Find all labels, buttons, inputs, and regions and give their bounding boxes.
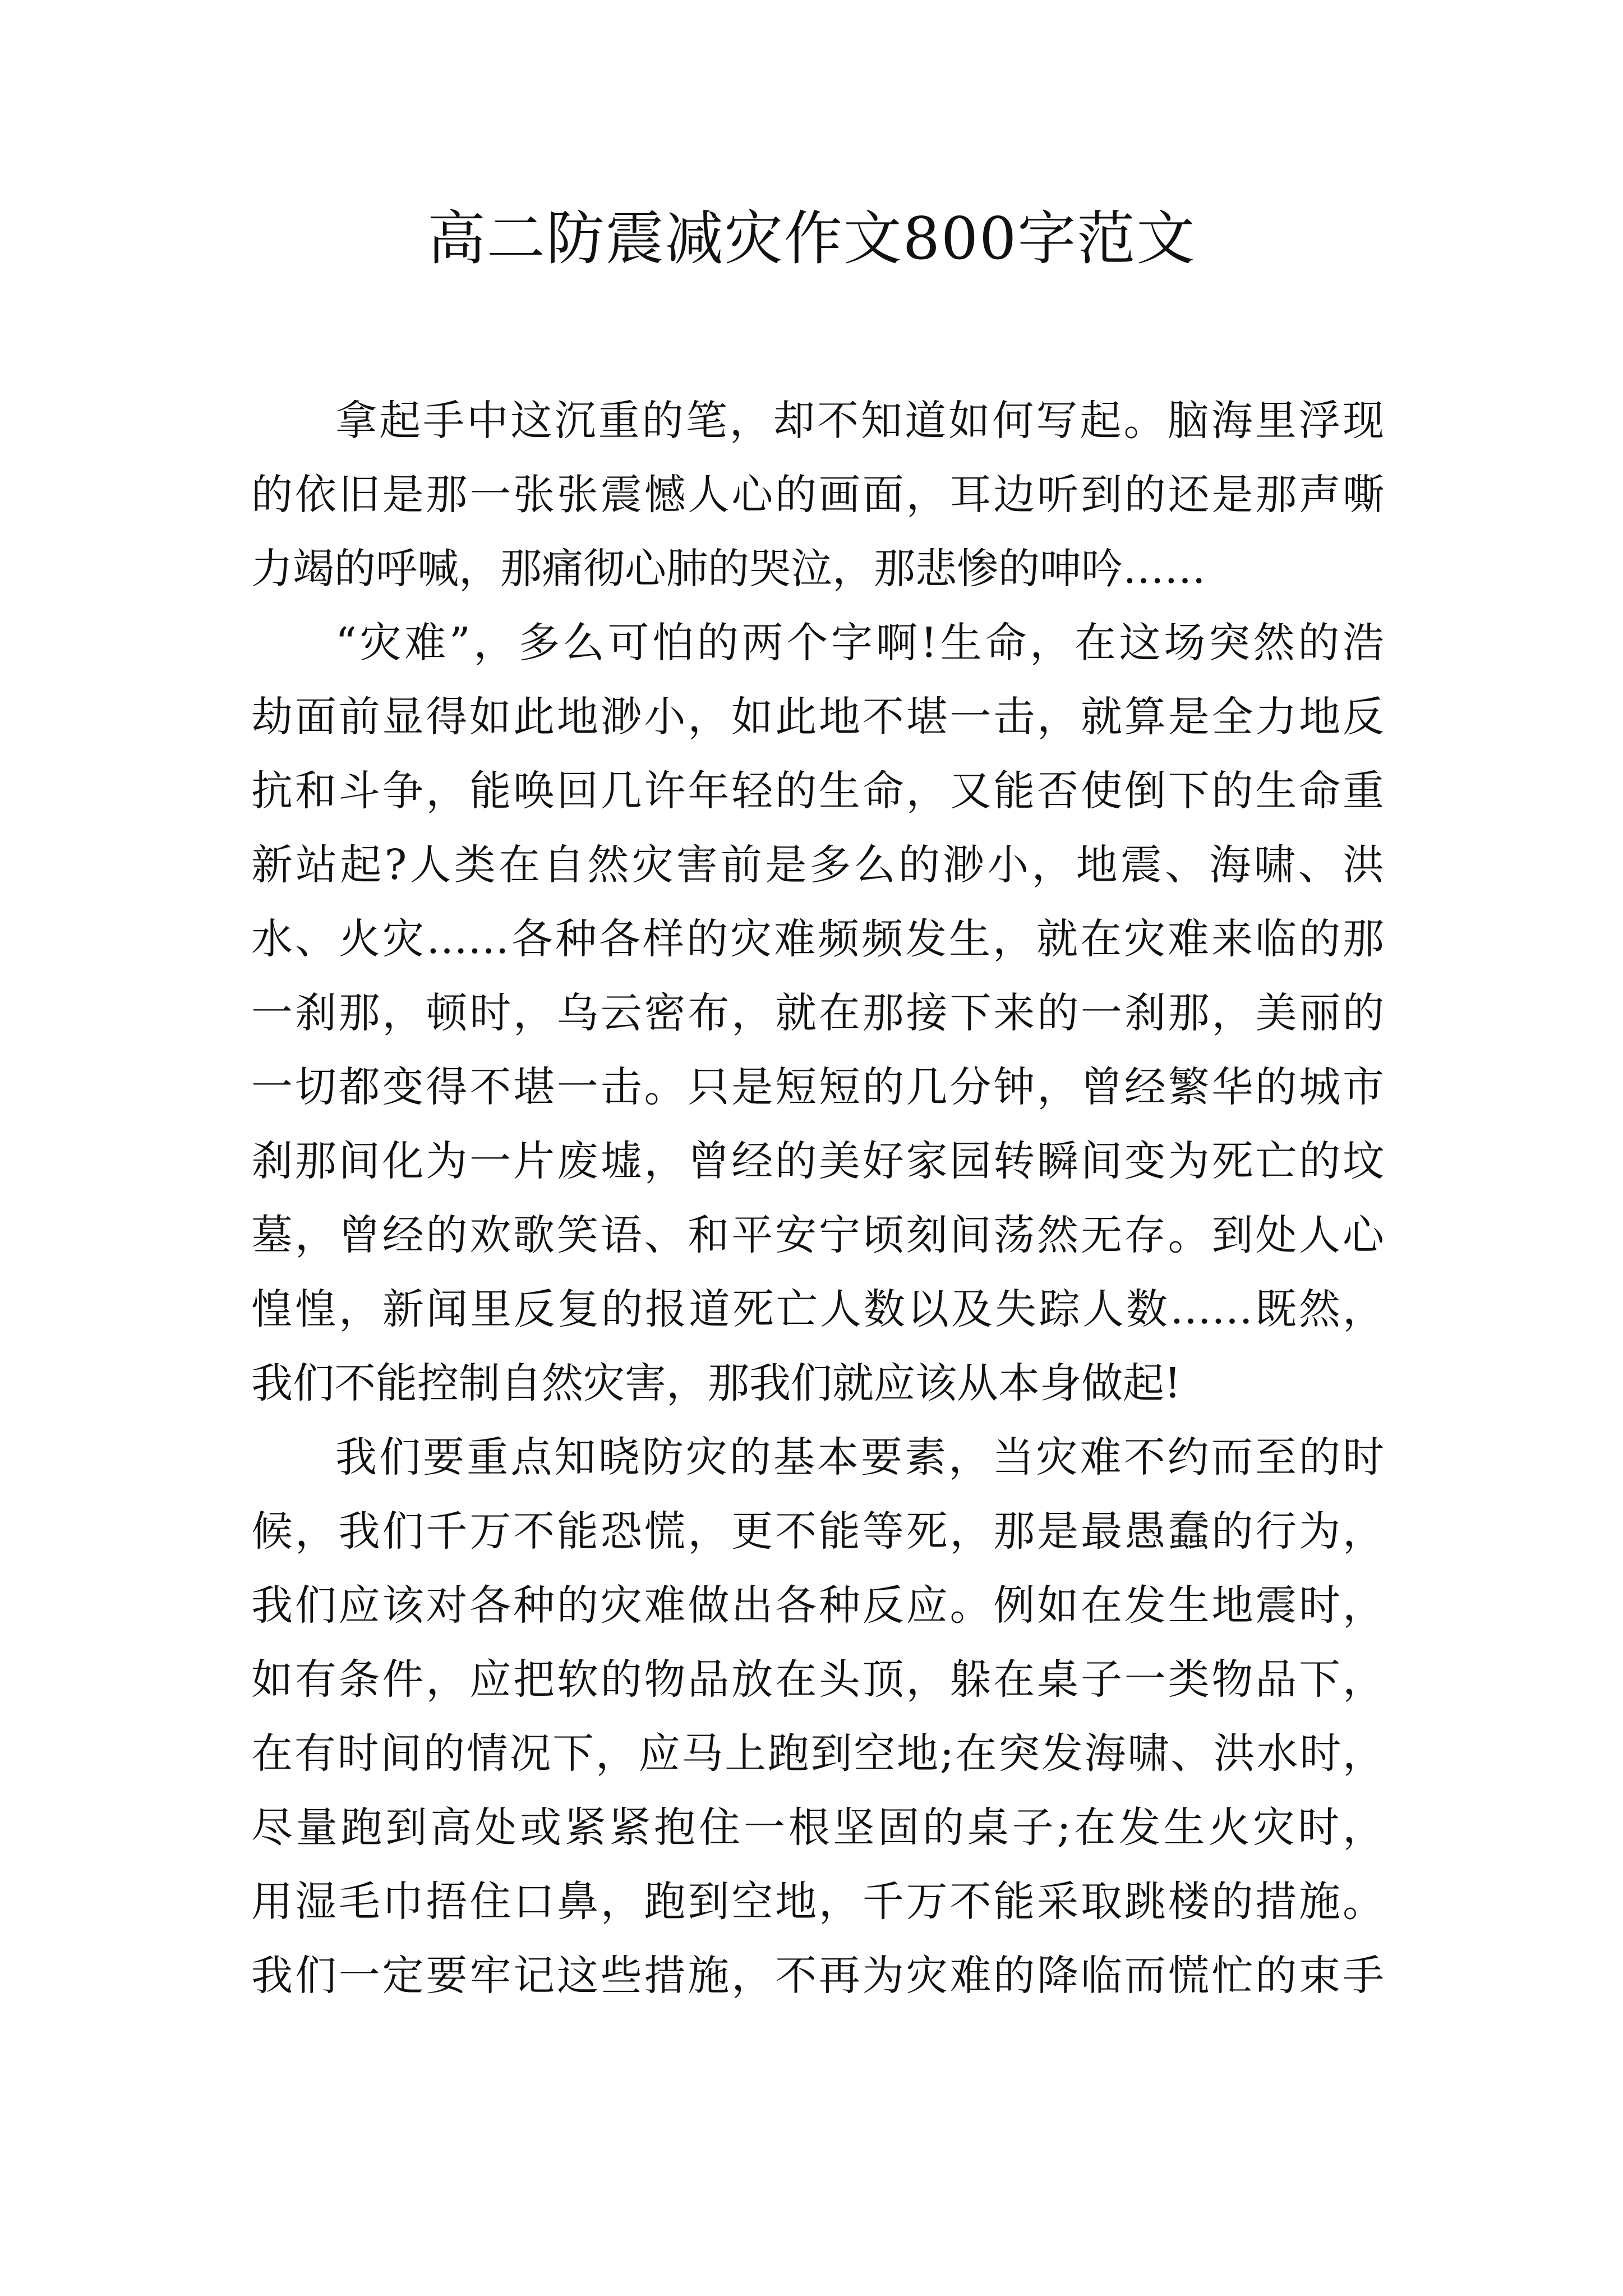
- text-line: 刹那间化为一片废墟，曾经的美好家园转瞬间变为死亡的坟: [251, 1137, 1384, 1185]
- text-line: 墓，曾经的欢歌笑语、和平安宁顷刻间荡然无存。到处人心: [251, 1211, 1384, 1259]
- text-line: 我们要重点知晓防灾的基本要素，当灾难不约而至的时: [335, 1433, 1384, 1481]
- text-line: 尽量跑到高处或紧紧抱住一根坚固的桌子;在发生火灾时，: [251, 1803, 1384, 1852]
- text-line: 我们不能控制自然灾害，那我们就应该从本身做起!: [251, 1359, 1181, 1407]
- text-line: 惶惶，新闻里反复的报道死亡人数以及失踪人数……既然，: [251, 1285, 1384, 1333]
- text-line: 的依旧是那一张张震憾人心的画面，耳边听到的还是那声嘶: [251, 471, 1384, 519]
- document-title: 高二防震减灾作文800字范文: [427, 204, 1196, 273]
- paragraph-2: [251, 606, 1384, 1420]
- text-line: 一刹那，顿时，乌云密布，就在那接下来的一刹那，美丽的: [251, 989, 1384, 1037]
- text-line: 在有时间的情况下，应马上跑到空地;在突发海啸、洪水时，: [251, 1729, 1384, 1778]
- text-line: 我们一定要牢记这些措施，不再为灾难的降临而慌忙的束手: [251, 1952, 1384, 2000]
- text-line: 用湿毛巾捂住口鼻，跑到空地，千万不能采取跳楼的措施。: [251, 1878, 1384, 1926]
- text-line: 力竭的呼喊，那痛彻心肺的哭泣，那悲惨的呻吟……: [251, 545, 1206, 593]
- text-line: “灾难”，多么可怕的两个字啊!生命，在这场突然的浩: [335, 619, 1384, 667]
- text-line: 水、火灾……各种各样的灾难频频发生，就在灾难来临的那: [251, 915, 1384, 963]
- text-line: 新站起?人类在自然灾害前是多么的渺小，地震、海啸、洪: [251, 841, 1384, 889]
- text-line: 拿起手中这沉重的笔，却不知道如何写起。脑海里浮现: [335, 397, 1384, 445]
- text-line: 劫面前显得如此地渺小，如此地不堪一击，就算是全力地反: [251, 693, 1384, 741]
- paragraph-3: [251, 1420, 1384, 2013]
- document-body: [251, 384, 1384, 2013]
- text-line: 我们应该对各种的灾难做出各种反应。例如在发生地震时，: [251, 1581, 1384, 1630]
- text-line: 抗和斗争，能唤回几许年轻的生命，又能否使倒下的生命重: [251, 767, 1384, 815]
- text-line: 候，我们千万不能恐慌，更不能等死，那是最愚蠢的行为，: [251, 1507, 1384, 1556]
- paragraph-1: [251, 384, 1384, 606]
- text-line: 如有条件，应把软的物品放在头顶，躲在桌子一类物品下，: [251, 1655, 1384, 1704]
- text-line: 一切都变得不堪一击。只是短短的几分钟，曾经繁华的城市: [251, 1063, 1384, 1111]
